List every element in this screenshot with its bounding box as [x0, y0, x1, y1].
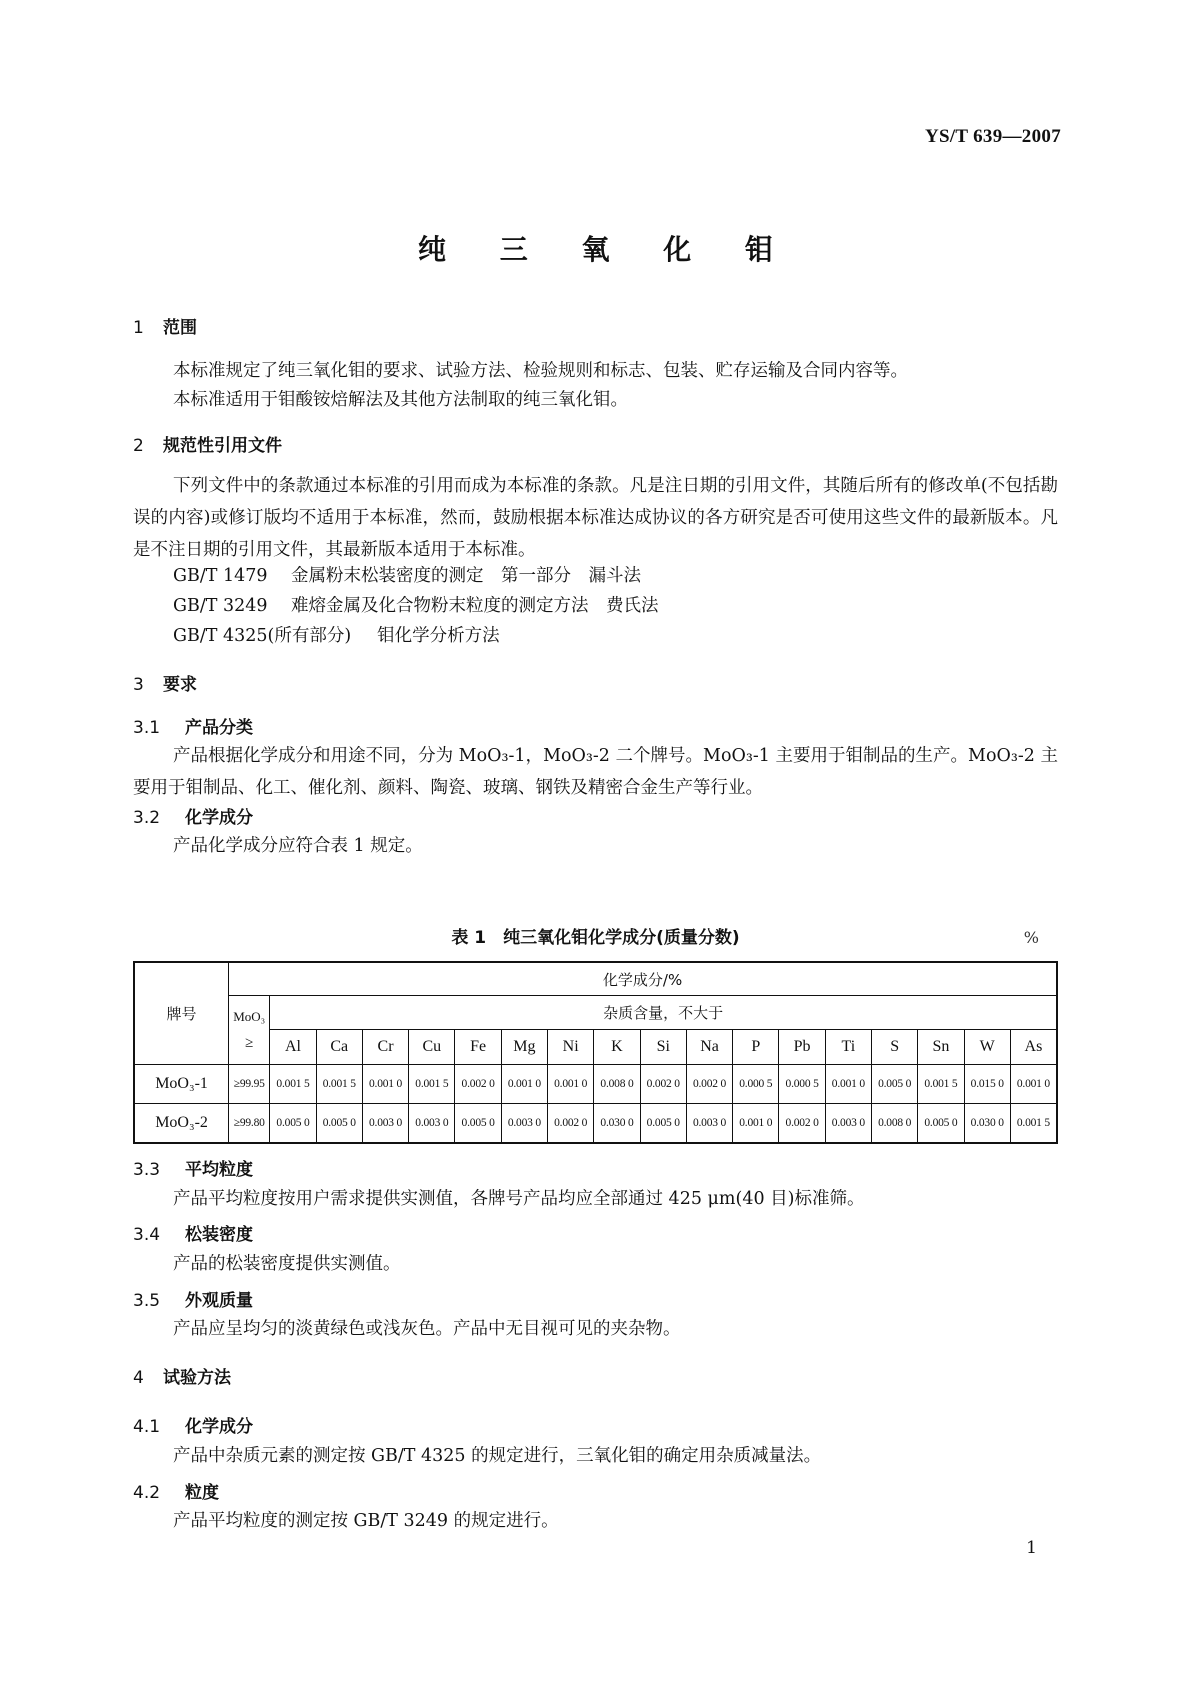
section-number: 3: [133, 675, 144, 695]
subsection-number: 4.1: [133, 1417, 161, 1437]
section-1-paragraph-2: 本标准适用于钼酸铵焙解法及其他方法制取的纯三氧化钼。: [173, 390, 628, 410]
section-1-heading: [133, 313, 197, 338]
grade-cell: MoO₃-2: [134, 1104, 229, 1143]
impurity-value-cell: 0.001 5: [316, 1065, 362, 1104]
impurity-value-cell: 0.001 0: [548, 1065, 594, 1104]
section-2-heading: [133, 431, 282, 456]
normative-reference: [173, 562, 641, 587]
impurity-value-cell: 0.001 5: [409, 1065, 455, 1104]
subsection-3-3-heading: [133, 1155, 253, 1180]
impurity-header: 杂质含量，不大于: [270, 996, 1057, 1030]
subsection-3-2-heading: [133, 803, 253, 828]
subsection-3-5-paragraph: 产品应呈均匀的淡黄绿色或浅灰色。产品中无目视可见的夹杂物。: [173, 1319, 681, 1339]
impurity-value-cell: 0.005 0: [316, 1104, 362, 1143]
impurity-value-cell: 0.003 0: [686, 1104, 732, 1143]
section-number: 2: [133, 436, 144, 456]
impurity-value-cell: 0.002 0: [548, 1104, 594, 1143]
subsection-4-2-paragraph: 产品平均粒度的测定按 GB/T 3249 的规定进行。: [173, 1511, 559, 1531]
subsection-title: 粒度: [185, 1483, 219, 1503]
page-number: 1: [1026, 1538, 1037, 1558]
element-header: K: [594, 1030, 640, 1065]
element-header: Fe: [455, 1030, 501, 1065]
composition-header: 化学成分/%: [229, 962, 1057, 996]
grade-cell: MoO₃-1: [134, 1065, 229, 1104]
impurity-value-cell: 0.001 5: [918, 1065, 964, 1104]
impurity-value-cell: 0.005 0: [270, 1104, 316, 1143]
element-header: Cu: [409, 1030, 455, 1065]
subsection-3-1-heading: [133, 713, 253, 738]
impurity-value-cell: 0.003 0: [409, 1104, 455, 1143]
subsection-3-3-paragraph: 产品平均粒度按用户需求提供实测值，各牌号产品均应全部通过 425 μm(40 目)标准筛。: [173, 1189, 865, 1209]
element-header: Al: [270, 1030, 316, 1065]
subsection-title: 外观质量: [185, 1291, 253, 1311]
table-caption: 表 1 纯三氧化钼化学成分(质量分数): [451, 928, 740, 948]
reference-code: GB/T 4325(所有部分): [173, 626, 352, 646]
subsection-number: 3.1: [133, 718, 161, 738]
reference-name: 难熔金属及化合物粉末粒度的测定方法 费氏法: [291, 596, 659, 616]
impurity-value-cell: 0.003 0: [501, 1104, 547, 1143]
subsection-3-4-heading: [133, 1220, 253, 1245]
normative-reference: [173, 622, 500, 647]
subsection-number: 3.2: [133, 808, 161, 828]
reference-name: 钼化学分析方法: [377, 626, 500, 646]
moo3-label: MoO₃: [233, 1008, 266, 1024]
element-header: S: [872, 1030, 918, 1065]
impurity-value-cell: 0.001 0: [825, 1065, 871, 1104]
impurity-value-cell: 0.000 5: [733, 1065, 779, 1104]
element-header: Si: [640, 1030, 686, 1065]
element-header: W: [964, 1030, 1010, 1065]
reference-code: GB/T 1479: [173, 566, 268, 586]
impurity-value-cell: 0.001 0: [733, 1104, 779, 1143]
moo3-cell: ≥99.95: [229, 1065, 270, 1104]
grade-header: 牌号: [134, 962, 229, 1065]
section-number: 1: [133, 318, 144, 338]
subsection-title: 产品分类: [185, 718, 253, 738]
table-unit: %: [1023, 928, 1039, 947]
impurity-value-cell: 0.002 0: [686, 1065, 732, 1104]
element-header: Sn: [918, 1030, 964, 1065]
section-3-heading: [133, 670, 197, 695]
subsection-number: 4.2: [133, 1483, 161, 1503]
subsection-title: 化学成分: [185, 808, 253, 828]
element-header: As: [1010, 1030, 1057, 1065]
impurity-value-cell: 0.002 0: [779, 1104, 825, 1143]
section-title: 规范性引用文件: [163, 436, 282, 456]
impurity-value-cell: 0.008 0: [594, 1065, 640, 1104]
subsection-4-1-heading: [133, 1412, 253, 1437]
section-number: 4: [133, 1368, 144, 1388]
impurity-value-cell: 0.001 0: [362, 1065, 408, 1104]
element-header: Ca: [316, 1030, 362, 1065]
element-header: Cr: [362, 1030, 408, 1065]
impurity-value-cell: 0.005 0: [918, 1104, 964, 1143]
moo3-cell: ≥99.80: [229, 1104, 270, 1143]
moo3-header: [229, 996, 270, 1065]
subsection-title: 化学成分: [185, 1417, 253, 1437]
impurity-value-cell: 0.003 0: [825, 1104, 871, 1143]
impurity-value-cell: 0.002 0: [455, 1065, 501, 1104]
reference-code: GB/T 3249: [173, 596, 268, 616]
subsection-4-1-paragraph: 产品中杂质元素的测定按 GB/T 4325 的规定进行，三氧化钼的确定用杂质减量法。: [173, 1446, 822, 1466]
normative-reference: [173, 592, 659, 617]
section-4-heading: [133, 1363, 231, 1388]
standard-code: YS/T 639—2007: [924, 126, 1061, 147]
section-1-paragraph-1: 本标准规定了纯三氧化钼的要求、试验方法、检验规则和标志、包装、贮存运输及合同内容等。: [173, 361, 908, 381]
subsection-number: 3.4: [133, 1225, 161, 1245]
subsection-4-2-heading: [133, 1478, 219, 1503]
subsection-3-1-paragraph: 产品根据化学成分和用途不同，分为 MoO₃-1，MoO₃-2 二个牌号。MoO₃-1 主要用于钼制品的生产。MoO₃-2 主要用于钼制品、化工、催化剂、颜料、陶瓷、玻璃、钢铁及精密合金生产等行业。: [133, 746, 1058, 798]
impurity-value-cell: 0.000 5: [779, 1065, 825, 1104]
subsection-number: 3.5: [133, 1291, 161, 1311]
impurity-value-cell: 0.003 0: [362, 1104, 408, 1143]
impurity-value-cell: 0.001 0: [1010, 1065, 1057, 1104]
element-header: Pb: [779, 1030, 825, 1065]
impurity-value-cell: 0.005 0: [872, 1065, 918, 1104]
moo3-min-symbol: ≥: [245, 1034, 254, 1051]
composition-table: [133, 961, 1058, 1144]
subsection-3-4-paragraph: 产品的松装密度提供实测值。: [173, 1254, 401, 1274]
impurity-value-cell: 0.008 0: [872, 1104, 918, 1143]
subsection-title: 松装密度: [185, 1225, 253, 1245]
element-header: Ni: [548, 1030, 594, 1065]
section-title: 试验方法: [163, 1368, 231, 1388]
impurity-value-cell: 0.005 0: [640, 1104, 686, 1143]
element-header: Ti: [825, 1030, 871, 1065]
subsection-number: 3.3: [133, 1160, 161, 1180]
subsection-3-5-heading: [133, 1286, 253, 1311]
impurity-value-cell: 0.002 0: [640, 1065, 686, 1104]
section-title: 要求: [163, 675, 197, 695]
document-title: 纯 三 氧 化 钼: [418, 233, 795, 266]
impurity-value-cell: 0.030 0: [594, 1104, 640, 1143]
impurity-value-cell: 0.015 0: [964, 1065, 1010, 1104]
subsection-title: 平均粒度: [185, 1160, 253, 1180]
element-header: P: [733, 1030, 779, 1065]
impurity-value-cell: 0.030 0: [964, 1104, 1010, 1143]
impurity-value-cell: 0.005 0: [455, 1104, 501, 1143]
section-2-paragraph: 下列文件中的条款通过本标准的引用而成为本标准的条款。凡是注日期的引用文件，其随后所有的修改单(不包括勘误的内容)或修订版均不适用于本标准，然而，鼓励根据本标准达成协议的各方研究是否可使用这些文件的最新版本。凡是不注日期的引用文件，其最新版本适用于本标准。: [133, 476, 1058, 560]
impurity-value-cell: 0.001 5: [1010, 1104, 1057, 1143]
reference-name: 金属粉末松装密度的测定 第一部分 漏斗法: [291, 566, 641, 586]
impurity-value-cell: 0.001 5: [270, 1065, 316, 1104]
element-header: Mg: [501, 1030, 547, 1065]
element-header: Na: [686, 1030, 732, 1065]
section-title: 范围: [163, 318, 197, 338]
subsection-3-2-paragraph: 产品化学成分应符合表 1 规定。: [173, 836, 423, 856]
impurity-value-cell: 0.001 0: [501, 1065, 547, 1104]
